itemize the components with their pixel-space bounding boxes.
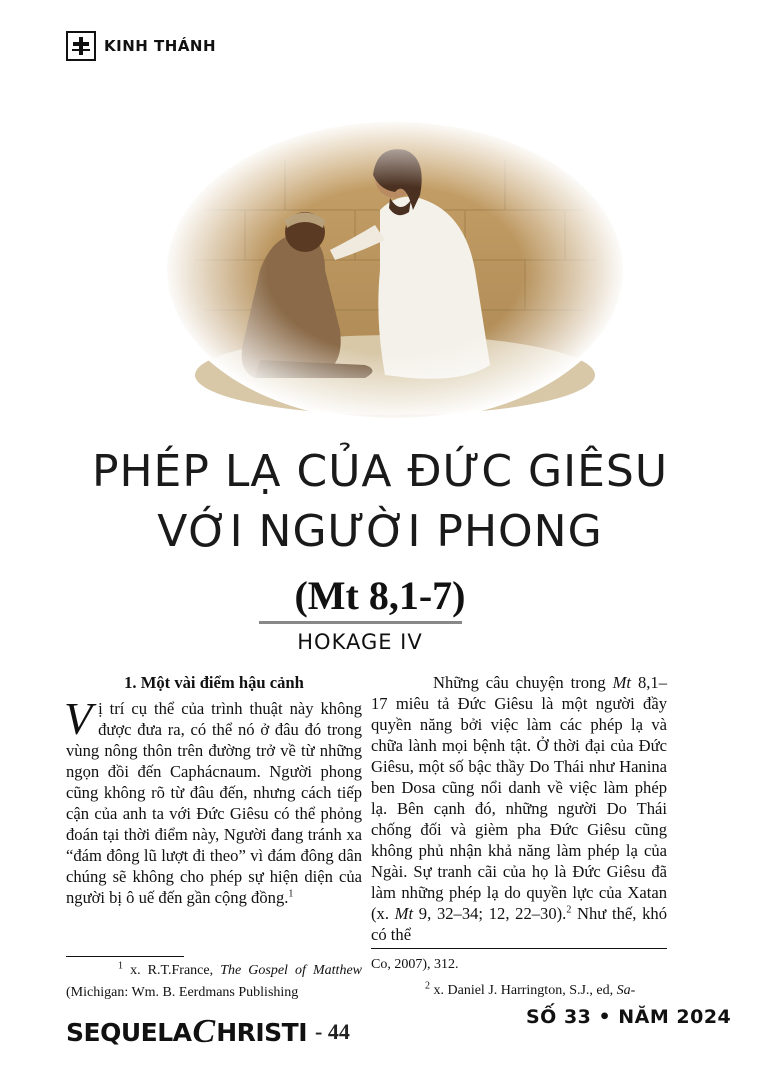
scripture-reference: (Mt 8,1-7) [294, 573, 466, 618]
right-ref-mt: Mt [612, 673, 632, 692]
issue-label: SỐ 33 • NĂM 2024 [526, 1006, 732, 1028]
right-paragraph [371, 672, 667, 945]
left-body-text: ị trí cụ thể của trình thuật này không được đưa ra, có thể nó ở đâu đó trong vùng nông thôn trên đường trở về từ những ngọn đồi đến Caphácnaum. Người phong cũng không rõ từ đâu đến, nhưng cách tiếp cận của anh ta với Đức Giêsu có thể phỏng đoán tại thời điểm này, Người đang tránh xa “đám đông lũ lượt đi theo” vì đám đông dân chúng sẽ không cho phép sự hiện diện của người bị ô uế đến gần cộng đồng. [66, 699, 362, 907]
page-number: - 44 [315, 1019, 350, 1044]
section-label: KINH THÁNH [104, 37, 217, 55]
footnote-2-text: x. Daniel J. Harrington, S.J., ed, [430, 983, 617, 998]
footnote-2-number: 2 [425, 980, 430, 992]
right-body-c: 9, 32–34; 12, 22–30). [413, 904, 567, 923]
title-divider [259, 621, 462, 624]
article-title-line-2: VỚI NGƯỜI PHONG [157, 506, 603, 557]
right-body-d: Như thế, khó có thể [371, 904, 667, 944]
footnote-divider-right [371, 948, 667, 949]
footnote-mark-1: 1 [288, 888, 294, 900]
magazine-brand [66, 1012, 350, 1052]
footnote-1-title: The Gospel of Matthew [220, 963, 362, 978]
right-column [371, 672, 667, 945]
footnote-1 [66, 960, 362, 1004]
right-body-b: 8,1–17 miêu tả Đức Giêsu là một người đầy quyền năng bởi việc làm các phép lạ và chữa lành mọi bệnh tật. Ở thời đại của Đức Giêsu, một số bậc thầy Do Thái như Hanina ben Dosa cũng nổi danh về việc làm phép lạ. Bên cạnh đó, những người Do Thái chống đối và gièm pha Đức Giêsu cũng không phủ nhận khả năng làm phép lạ của Ngài. Sự tranh cãi của họ là Đức Giêsu đã làm những phép lạ do quyền lực của Xatan (x. [371, 673, 668, 923]
footnote-1-text-b: (Michigan: Wm. B. Eerdmans Publishing [66, 985, 299, 1000]
drop-cap: V [64, 693, 93, 744]
brand-hristi: HRISTI [216, 1017, 308, 1047]
hero-illustration [165, 120, 625, 420]
footnote-2 [371, 980, 667, 1002]
footnote-2-title: Sa- [616, 983, 636, 998]
footnote-1-text-a: x. R.T.France, [123, 963, 221, 978]
author-name: HOKAGE IV [297, 630, 423, 654]
right-body-a: Những câu chuyện trong [433, 673, 613, 692]
brand-c-letter: C [192, 1013, 216, 1050]
footnote-1-number: 1 [118, 960, 123, 972]
section-heading: 1. Một vài điểm hậu cảnh [124, 673, 304, 692]
cross-emblem-icon [66, 31, 96, 61]
page-header [66, 30, 216, 62]
left-paragraph [64, 693, 362, 908]
right-ref-mt-2: Mt [394, 904, 414, 923]
footnote-1-continued: Co, 2007), 312. [371, 957, 459, 972]
brand-sequela: SEQUELA [66, 1017, 192, 1047]
left-column [66, 672, 362, 908]
article-title-line-1: PHÉP LẠ CỦA ĐỨC GIÊSU [91, 446, 669, 497]
footnote-divider-left [66, 956, 184, 957]
footnote-mark-2: 2 [566, 904, 572, 916]
